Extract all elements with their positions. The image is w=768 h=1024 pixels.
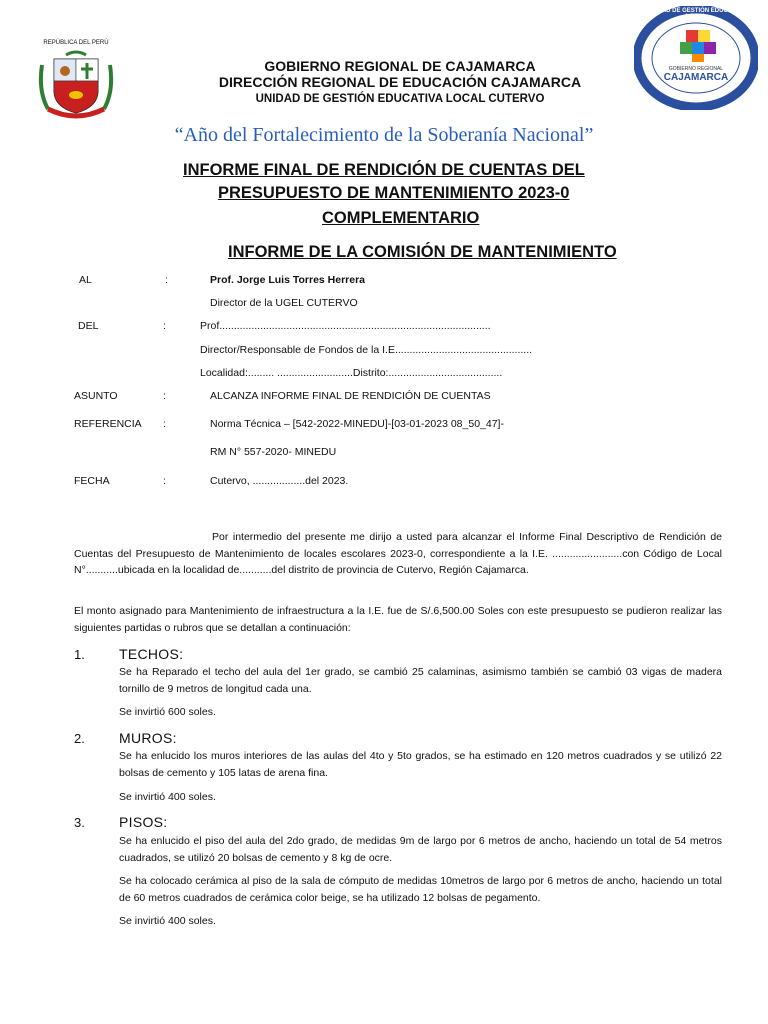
field-label-del: DEL bbox=[78, 320, 99, 332]
header-line-2: DIRECCIÓN REGIONAL DE EDUCACIÓN CAJAMARCA bbox=[218, 74, 582, 90]
field-label-al: AL bbox=[79, 274, 92, 286]
reference-value-2: RM N° 557-2020- MINEDU bbox=[210, 446, 337, 458]
seal-caption: REPÚBLICA DEL PERÚ bbox=[43, 40, 109, 46]
report-title-line-1: INFORME FINAL DE RENDICIÓN DE CUENTAS DEL bbox=[183, 161, 585, 179]
item-title-pisos: PISOS: bbox=[119, 814, 168, 830]
field-label-asunto: ASUNTO bbox=[74, 390, 118, 402]
header-line-3: UNIDAD DE GESTIÓN EDUCATIVA LOCAL CUTERVO bbox=[255, 93, 545, 105]
logo-brand-text: CAJAMARCA bbox=[663, 72, 729, 83]
field-label-referencia: REFERENCIA bbox=[74, 418, 142, 430]
ugel-cutervo-logo bbox=[634, 6, 758, 110]
field-colon: : bbox=[163, 418, 166, 430]
sender-role: Director/Responsable de Fondos de la I.E............................................... bbox=[200, 344, 533, 356]
subject-value: ALCANZA INFORME FINAL DE RENDICIÓN DE CUENTAS bbox=[210, 390, 491, 402]
field-colon: : bbox=[163, 475, 166, 487]
item-number: 1. bbox=[74, 647, 85, 662]
field-colon: : bbox=[163, 320, 166, 332]
sender-location: Localidad:......... ..........................Distrito:....................................... bbox=[200, 367, 503, 379]
item-title-muros: MUROS: bbox=[119, 730, 177, 746]
item-cost: Se invirtió 400 soles. bbox=[119, 791, 216, 803]
peru-coat-of-arms-icon bbox=[36, 46, 116, 126]
date-value: Cutervo, ..................del 2023. bbox=[210, 475, 349, 487]
item-title-techos: TECHOS: bbox=[119, 646, 184, 662]
year-motto: “Año del Fortalecimiento de la Soberanía Nacional” bbox=[174, 124, 594, 146]
item-cost: Se invirtió 600 soles. bbox=[119, 706, 216, 718]
logo-ring-text: UNIDAD DE GESTIÓN EDUCATIVA LOCAL bbox=[647, 8, 745, 20]
item-description: Se ha Reparado el techo del aula del 1er grado, se cambió 25 calaminas, asimismo también se cambió 03 vigas de madera tornillo de 9 metros de longitud cada una. bbox=[119, 666, 722, 695]
sender-prof: Prof............................................................................................. bbox=[200, 320, 491, 332]
commission-title: INFORME DE LA COMISIÓN DE MANTENIMIENTO bbox=[228, 243, 617, 261]
logo-bottom-text: CUTERVO bbox=[680, 95, 712, 102]
intro-paragraph: Por intermedio del presente me dirijo a usted para alcanzar el Informe Final Descriptivo de Rendición de Cuentas del Presupuesto de Mantenimiento de locales escolares 2023-0, correspondiente a la I.E. ........................con Código de Local N°...........ubicada en la localidad de...........del distrito de provincia de Cutervo, Región Cajamarca. bbox=[74, 531, 722, 576]
item-description: Se ha enlucido los muros interiores de las aulas del 4to y 5to grados, se ha estimado en 120 metros cuadrados y se utilizó 22 bolsas de cemento y 105 latas de arena fina. bbox=[119, 750, 722, 779]
field-colon: : bbox=[163, 390, 166, 402]
field-colon: : bbox=[165, 274, 168, 286]
reference-value-1: Norma Técnica – [542-2022-MINEDU]-[03-01-2023 08_50_47]- bbox=[210, 418, 504, 430]
field-label-fecha: FECHA bbox=[74, 475, 110, 487]
item-number: 3. bbox=[74, 815, 85, 830]
item-description-2: Se ha colocado cerámica al piso de la sala de cómputo de medidas 10metros de largo por 6 metros de ancho, haciendo un total de 60 metros cuadrados de cerámica color beige, se ha utilizado 12 bolsas de pegamento. bbox=[119, 875, 722, 904]
logo-small-text: GOBIERNO REGIONAL bbox=[668, 66, 724, 72]
addressee-name: Prof. Jorge Luis Torres Herrera bbox=[210, 274, 366, 286]
addressee-position: Director de la UGEL CUTERVO bbox=[210, 297, 358, 309]
budget-paragraph: El monto asignado para Mantenimiento de infraestructura a la I.E. fue de S/.6,500.00 Soles con este presupuesto se pudieron realizar las siguientes partidas o rubros que se detallan a continuación: bbox=[74, 605, 722, 634]
header-line-1: GOBIERNO REGIONAL DE CAJAMARCA bbox=[264, 58, 536, 74]
item-cost: Se invirtió 400 soles. bbox=[119, 915, 216, 927]
item-description: Se ha enlucido el piso del aula del 2do grado, de medidas 9m de largo por 6 metros de ancho, haciendo un total de 54 metros cuadrados, se utilizó 20 bolsas de cemento y 8 kg de ocre. bbox=[119, 835, 722, 864]
item-number: 2. bbox=[74, 731, 85, 746]
report-title-line-3: COMPLEMENTARIO bbox=[322, 209, 480, 227]
report-title-line-2: PRESUPUESTO DE MANTENIMIENTO 2023-0 bbox=[218, 184, 570, 202]
